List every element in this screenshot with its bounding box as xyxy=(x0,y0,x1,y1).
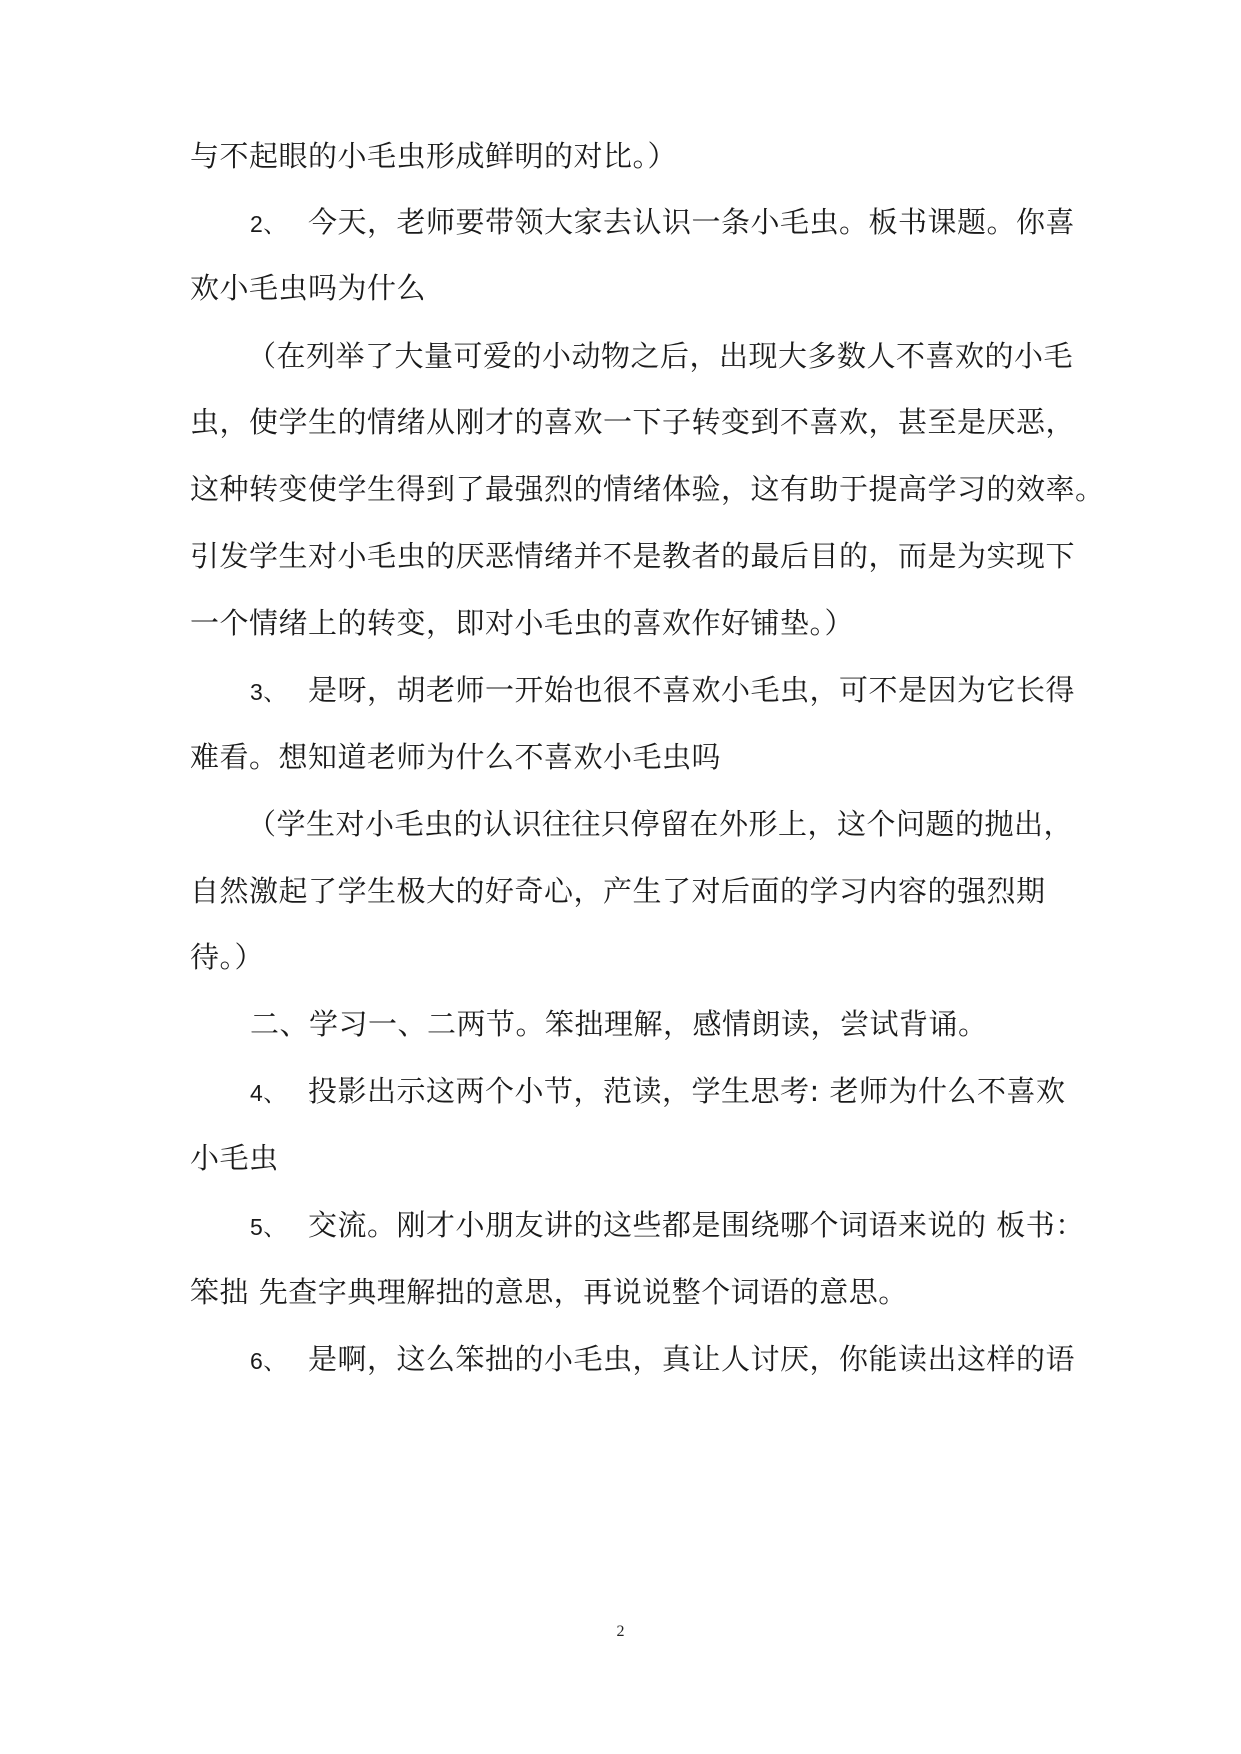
list-item-4 xyxy=(250,1071,1066,1113)
text-line: 待。） xyxy=(190,940,265,974)
item-number: 3、 xyxy=(250,679,287,705)
text-line: 难看。想知道老师为什么不喜欢小毛虫吗 xyxy=(190,740,722,774)
text-line: （在列举了大量可爱的小动物之后，出现大多数人不喜欢的小毛 xyxy=(247,339,1074,373)
list-item-6 xyxy=(250,1339,1075,1381)
section-heading: 二、学习一、二两节。笨拙理解，感情朗读，尝试背诵。 xyxy=(250,1007,988,1041)
text-line: 今天，老师要带领大家去认识一条小毛虫。板书课题。你喜 xyxy=(308,205,1076,239)
list-item-3 xyxy=(250,670,1075,712)
text-line: 与不起眼的小毛虫形成鲜明的对比。） xyxy=(190,139,678,173)
item-number: 2、 xyxy=(250,211,287,237)
item-number: 4、 xyxy=(250,1080,287,1106)
text-line: 是呀，胡老师一开始也很不喜欢小毛虫，可不是因为它长得 xyxy=(308,673,1076,707)
text-line: 投影出示这两个小节，范读，学生思考: 老师为什么不喜欢 xyxy=(308,1074,1066,1108)
text-line: （学生对小毛虫的认识往往只停留在外形上，这个问题的抛出， xyxy=(247,807,1074,841)
text-line: 是啊，这么笨拙的小毛虫，真让人讨厌，你能读出这样的语 xyxy=(308,1342,1076,1376)
text-line: 小毛虫 xyxy=(190,1141,279,1175)
text-line: 这种转变使学生得到了最强烈的情绪体验，这有助于提高学习的效率。 xyxy=(190,472,1105,506)
text-line: 交流。刚才小朋友讲的这些都是围绕哪个词语来说的 板书： xyxy=(308,1208,1085,1242)
text-line: 一个情绪上的转变，即对小毛虫的喜欢作好铺垫。） xyxy=(190,606,855,640)
page-number: 2 xyxy=(616,1623,625,1640)
text-line: 欢小毛虫吗为什么 xyxy=(190,271,427,305)
item-number: 5、 xyxy=(250,1214,287,1240)
text-line: 笨拙 先查字典理解拙的意思，再说说整个词语的意思。 xyxy=(190,1275,908,1309)
list-item-5 xyxy=(250,1205,1085,1247)
item-number: 6、 xyxy=(250,1348,287,1374)
text-line: 自然激起了学生极大的好奇心，产生了对后面的学习内容的强烈期 xyxy=(190,874,1046,908)
list-item-2 xyxy=(250,202,1075,244)
text-line: 引发学生对小毛虫的厌恶情绪并不是教者的最后目的，而是为实现下 xyxy=(190,539,1076,573)
text-line: 虫，使学生的情绪从刚才的喜欢一下子转变到不喜欢，甚至是厌恶， xyxy=(190,405,1076,439)
